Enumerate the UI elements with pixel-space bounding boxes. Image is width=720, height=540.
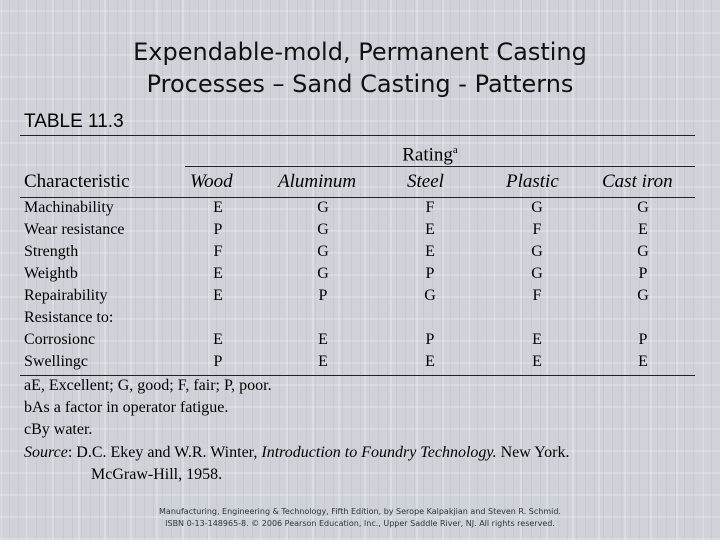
table-row <box>24 243 704 265</box>
row-label: Wear resistance <box>24 221 125 238</box>
table-bottom-rule <box>20 375 695 376</box>
rating-cell: P <box>213 221 223 238</box>
slide-title-line-2: Processes – Sand Casting - Patterns <box>146 70 574 98</box>
rating-cell: G <box>424 287 436 304</box>
rating-cell: G <box>531 199 543 216</box>
rating-cell: P <box>638 265 648 282</box>
row-label: Swellingc <box>24 353 88 370</box>
source-authors: : D.C. Ekey and W.R. Winter, <box>67 444 262 461</box>
column-header-plastic: Plastic <box>506 171 559 192</box>
table-row <box>24 309 704 331</box>
rating-cell: G <box>637 287 649 304</box>
row-label: Strength <box>24 243 79 260</box>
rating-cell: G <box>531 265 543 282</box>
footnote-c: cBy water. <box>24 421 93 438</box>
rating-cell: E <box>425 353 435 370</box>
footnote-b: bAs a factor in operator fatigue. <box>24 399 229 416</box>
rating-cell: G <box>317 265 329 282</box>
credit-line-2: ISBN 0-13-148965-8. © 2006 Pearson Education, Inc., Upper Saddle River, NJ. All rights reserved. <box>165 519 555 528</box>
rating-cell: P <box>213 353 223 370</box>
rating-cell: E <box>638 353 648 370</box>
rating-cell: G <box>317 221 329 238</box>
row-label: Repairability <box>24 287 108 304</box>
rating-cell: E <box>213 265 223 282</box>
rating-cell: F <box>213 243 223 260</box>
slide-title-line-1: Expendable-mold, Permanent Casting <box>133 38 587 66</box>
rating-cell: F <box>532 221 542 238</box>
rating-header <box>340 144 520 166</box>
rating-cell: E <box>213 287 223 304</box>
table-top-rule <box>20 135 695 136</box>
rating-cell: E <box>318 353 328 370</box>
rating-cell: G <box>637 199 649 216</box>
column-header-cast-iron: Cast iron <box>602 171 673 192</box>
rating-cell: P <box>425 265 435 282</box>
rating-cell: G <box>637 243 649 260</box>
table-row <box>24 287 704 309</box>
source-title: Introduction to Foundry Technology. <box>261 444 497 461</box>
source-label: Source <box>24 444 68 461</box>
rating-cell: E <box>318 331 328 348</box>
source-publisher: McGraw-Hill, 1958. <box>91 466 223 483</box>
footnote-a: aE, Excellent; G, good; F, fair; P, poor. <box>24 377 272 394</box>
table-row <box>24 221 704 243</box>
header-rule <box>20 197 695 198</box>
credit-line-1: Manufacturing, Engineering & Technology, Fifth Edition, by Serope Kalpakjian and Steven R. Schmid. <box>159 507 561 516</box>
source-line <box>24 444 570 462</box>
rating-header-label: Rating <box>402 144 453 166</box>
column-header-wood: Wood <box>190 171 233 192</box>
table-row <box>24 331 704 353</box>
rating-cell: E <box>532 331 542 348</box>
credit-footer <box>0 506 720 530</box>
rating-cell: E <box>213 199 223 216</box>
rating-cell: E <box>532 353 542 370</box>
row-label: Resistance to: <box>24 309 114 326</box>
column-header-aluminum: Aluminum <box>278 171 357 192</box>
table-row <box>24 265 704 287</box>
slide-title <box>0 36 720 100</box>
rating-cell: G <box>317 199 329 216</box>
row-label: Corrosionc <box>24 331 96 348</box>
rating-cell: E <box>213 331 223 348</box>
row-label: Weightb <box>24 265 78 282</box>
rating-cell: P <box>425 331 435 348</box>
table-label: TABLE 11.3 <box>24 111 124 132</box>
rating-header-superscript: a <box>452 144 458 156</box>
rating-cell: F <box>425 199 435 216</box>
rating-cell: E <box>425 221 435 238</box>
column-header-steel: Steel <box>407 171 444 192</box>
rating-cell: P <box>318 287 328 304</box>
characteristic-header: Characteristic <box>24 171 130 192</box>
table-row <box>24 353 704 375</box>
source-place: New York. <box>496 444 570 461</box>
rating-cell: G <box>531 243 543 260</box>
rating-cell: E <box>425 243 435 260</box>
rating-cell: P <box>638 331 648 348</box>
row-label: Machinability <box>24 199 114 216</box>
rating-cell: G <box>317 243 329 260</box>
table-row <box>24 199 704 221</box>
rating-cell: E <box>638 221 648 238</box>
rating-cell: F <box>532 287 542 304</box>
